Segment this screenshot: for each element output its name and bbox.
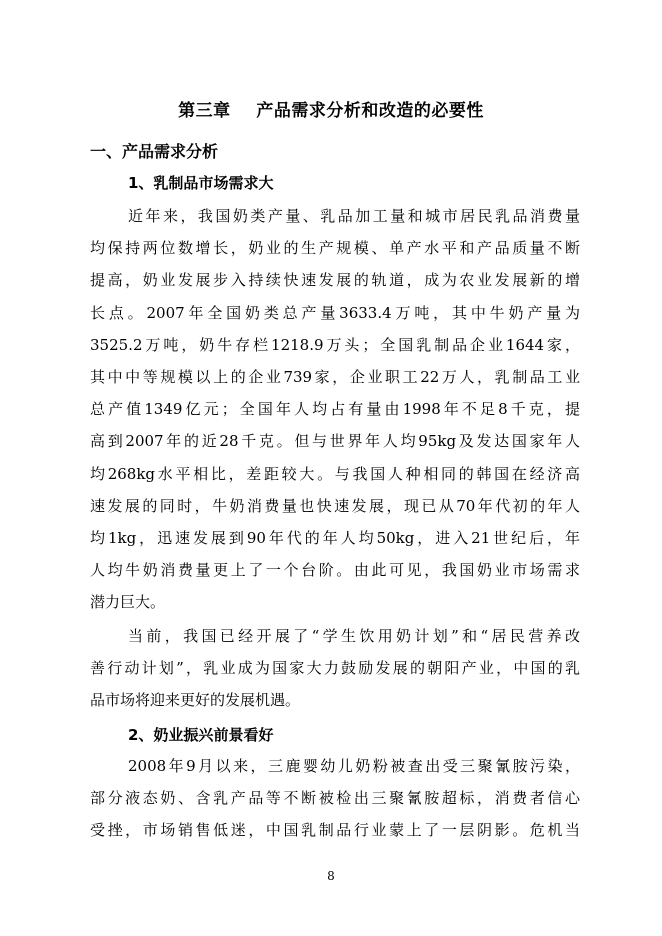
text-line: 3525.2万吨，奶牛存栏1218.9万头；全国乳制品企业1644家， xyxy=(90,335,580,354)
chapter-title: 第三章 产品需求分析和改造的必要性 xyxy=(178,101,484,121)
text-line: 品市场将迎来更好的发展机遇。 xyxy=(90,691,301,710)
text-line: 长点。2007年全国奶类总产量3633.4万吨，其中牛奶产量为 xyxy=(90,303,580,322)
section-heading: 一、产品需求分析 xyxy=(90,142,219,161)
text-line: 当前，我国已经开展了“学生饮用奶计划”和“居民营养改 xyxy=(128,627,580,645)
text-line: 受挫，市场销售低迷，中国乳制品行业蒙上了一层阴影。危机当 xyxy=(90,821,580,840)
text-line: 速发展的同时，牛奶消费量也快速发展，现已从70年代初的年人 xyxy=(90,496,580,515)
text-line: 潜力巨大。 xyxy=(90,593,166,612)
text-line: 2008年9月以来，三鹿婴幼儿奶粉被查出受三聚氰胺污染， xyxy=(128,757,580,775)
text-line: 其中中等规模以上的企业739家，企业职工22万人，乳制品工业 xyxy=(90,367,580,386)
text-line: 人均牛奶消费量更上了一个台阶。由此可见，我国奶业市场需求 xyxy=(90,561,580,580)
text-line: 均保持两位数增长，奶业的生产规模、单产水平和产品质量不断 xyxy=(90,239,580,258)
subsection-heading-2: 2、奶业振兴前景看好 xyxy=(128,726,274,744)
text-line: 均1kg，迅速发展到90年代的年人均50kg，进入21世纪后，年 xyxy=(90,528,580,547)
paragraph-current-opportunities xyxy=(90,620,580,717)
subsection-heading-1: 1、乳制品市场需求大 xyxy=(128,174,274,192)
text-line: 近年来，我国奶类产量、乳品加工量和城市居民乳品消费量 xyxy=(128,207,580,225)
text-line: 部分液态奶、含乳产品等不断被检出三聚氰胺超标，消费者信心 xyxy=(90,789,580,808)
text-line: 善行动计划”，乳业成为国家大力鼓励发展的朝阳产业，中国的乳 xyxy=(90,659,580,678)
text-line: 提高，奶业发展步入持续快速发展的轨道，成为农业发展新的增 xyxy=(90,271,580,290)
page-number: 8 xyxy=(327,869,335,883)
paragraph-market-demand xyxy=(90,200,580,618)
text-line: 均268kg水平相比，差距较大。与我国人种相同的韩国在经济高 xyxy=(90,464,580,483)
text-line: 总产值1349亿元；全国年人均占有量由1998年不足8千克，提 xyxy=(90,400,580,419)
paragraph-dairy-revival xyxy=(90,750,580,847)
text-line: 高到2007年的近28千克。但与世界年人均95kg及发达国家年人 xyxy=(90,432,580,451)
